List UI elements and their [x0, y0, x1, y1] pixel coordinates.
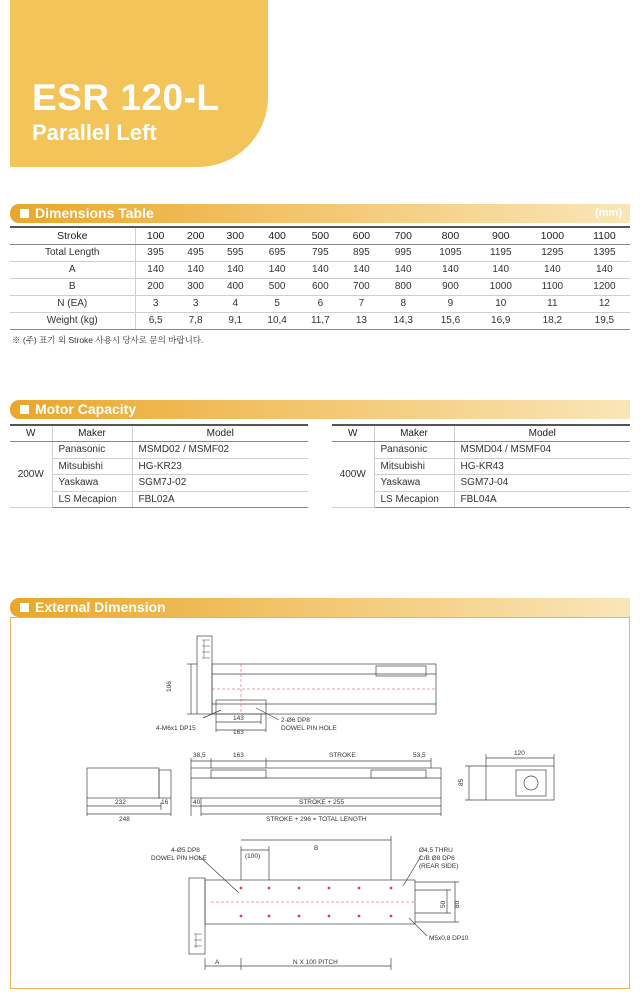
- dim-38-5: 38,5: [193, 752, 206, 759]
- table-cell: 1295: [526, 245, 579, 262]
- table-cell: 140: [255, 262, 299, 279]
- table-cell: 600: [299, 279, 341, 296]
- section-header-dimensions: [10, 204, 630, 223]
- dim-stroke: STROKE: [329, 752, 356, 759]
- table-row: [10, 313, 630, 330]
- table-cell: 1395: [579, 245, 630, 262]
- column-header-w: W: [332, 425, 374, 442]
- table-cell: 15,6: [425, 313, 475, 330]
- table-cell: 16,9: [476, 313, 526, 330]
- label-m6: 4-M6x1 DP15: [156, 725, 196, 732]
- table-row: [10, 458, 308, 475]
- table-cell: 11,7: [299, 313, 341, 330]
- model-cell: HG-KR23: [132, 458, 308, 475]
- column-header: 500: [299, 227, 341, 245]
- row-label: B: [10, 279, 135, 296]
- table-cell: 10: [476, 296, 526, 313]
- maker-cell: Yaskawa: [374, 475, 454, 492]
- column-header: 1100: [579, 227, 630, 245]
- table-cell: 1195: [476, 245, 526, 262]
- dim-80: 80: [454, 900, 461, 908]
- table-cell: 10,4: [255, 313, 299, 330]
- dim-248: 248: [119, 816, 130, 823]
- table-cell: 8: [381, 296, 425, 313]
- table-cell: 140: [176, 262, 216, 279]
- model-cell: FBL04A: [454, 491, 630, 508]
- table-cell: 9,1: [215, 313, 255, 330]
- model-cell: SGM7J-04: [454, 475, 630, 492]
- table-cell: 140: [342, 262, 382, 279]
- maker-cell: Mitsubishi: [52, 458, 132, 475]
- dim-total-length: STROKE + 296 = TOTAL LENGTH: [266, 816, 367, 823]
- column-header-maker: Maker: [374, 425, 454, 442]
- table-cell: 1100: [526, 279, 579, 296]
- table-cell: 140: [381, 262, 425, 279]
- dim-stroke-255: STROKE + 255: [299, 799, 344, 806]
- external-dimension-drawing: [10, 617, 630, 989]
- column-header-stroke: Stroke: [10, 227, 135, 245]
- column-header-w: W: [10, 425, 52, 442]
- side-view: [486, 766, 554, 800]
- motor-flange-bottom: [189, 878, 205, 954]
- table-cell: 900: [425, 279, 475, 296]
- dim-163: 163: [233, 729, 244, 736]
- label-dowel-hole: DOWEL PIN HOLE: [281, 725, 337, 732]
- maker-cell: LS Mecapion: [52, 491, 132, 508]
- dim-50: 50: [440, 900, 447, 908]
- column-header: 700: [381, 227, 425, 245]
- watt-cell: 400W: [332, 442, 374, 508]
- table-cell: 140: [299, 262, 341, 279]
- section-title-dimensions: Dimensions Table: [35, 205, 154, 221]
- watt-cell: 200W: [10, 442, 52, 508]
- table-cell: 795: [299, 245, 341, 262]
- label-thru: Ø4,5 THRU: [419, 847, 453, 854]
- table-cell: 500: [255, 279, 299, 296]
- table-row: [10, 475, 308, 492]
- label-dowel-4: 4-Ø5 DP8: [171, 847, 200, 854]
- table-cell: 300: [176, 279, 216, 296]
- table-row: [332, 491, 630, 508]
- table-cell: 7: [342, 296, 382, 313]
- section-header-motor: [10, 400, 630, 419]
- table-header-row: [332, 425, 630, 442]
- row-label: Total Length: [10, 245, 135, 262]
- table-cell: 495: [176, 245, 216, 262]
- dim-106: 106: [166, 681, 173, 692]
- label-cb: C/B Ø8 DP6: [419, 855, 455, 862]
- model-cell: MSMD02 / MSMF02: [132, 442, 308, 459]
- actuator-body-front: [191, 768, 441, 798]
- table-cell: 12: [579, 296, 630, 313]
- technical-drawing: [11, 618, 629, 988]
- motor-table-400w: [332, 424, 630, 508]
- column-header-model: Model: [454, 425, 630, 442]
- motor-table-200w: [10, 424, 308, 508]
- table-cell: 200: [135, 279, 176, 296]
- section-title-motor: Motor Capacity: [35, 401, 137, 417]
- label-dowel-hole-2: DOWEL PIN HOLE: [151, 855, 207, 862]
- column-header: 300: [215, 227, 255, 245]
- table-cell: 140: [526, 262, 579, 279]
- dim-16: 16: [161, 799, 169, 806]
- label-dowel-2: 2-Ø6 DP8: [281, 717, 310, 724]
- column-header: 200: [176, 227, 216, 245]
- table-cell: 18,2: [526, 313, 579, 330]
- table-row: [10, 442, 308, 459]
- table-cell: 140: [476, 262, 526, 279]
- bullet-square-icon: [20, 603, 29, 612]
- maker-cell: Panasonic: [374, 442, 454, 459]
- model-cell: MSMD04 / MSMF04: [454, 442, 630, 459]
- dim-143: 143: [233, 715, 244, 722]
- row-label: Weight (kg): [10, 313, 135, 330]
- hero-banner: [10, 0, 268, 167]
- maker-cell: Yaskawa: [52, 475, 132, 492]
- table-cell: 895: [342, 245, 382, 262]
- dim-53-5: 53,5: [413, 752, 426, 759]
- label-m5: M5x0,8 DP10: [429, 935, 469, 942]
- model-cell: SGM7J-02: [132, 475, 308, 492]
- row-label: A: [10, 262, 135, 279]
- bullet-square-icon: [20, 405, 29, 414]
- column-header: 900: [476, 227, 526, 245]
- table-cell: 14,3: [381, 313, 425, 330]
- table-cell: 700: [342, 279, 382, 296]
- column-header-maker: Maker: [52, 425, 132, 442]
- bullet-square-icon: [20, 209, 29, 218]
- table-row: [10, 262, 630, 279]
- dim-b: B: [314, 845, 319, 852]
- maker-cell: Mitsubishi: [374, 458, 454, 475]
- table-row: [332, 442, 630, 459]
- section-title-external: External Dimension: [35, 599, 166, 615]
- table-cell: 140: [579, 262, 630, 279]
- column-header: 800: [425, 227, 475, 245]
- dimensions-table: [10, 226, 630, 330]
- table-cell: 140: [135, 262, 176, 279]
- table-header-row: [10, 425, 308, 442]
- table-row: [10, 491, 308, 508]
- table-row: [10, 296, 630, 313]
- table-cell: 140: [425, 262, 475, 279]
- table-row: [332, 475, 630, 492]
- label-rear: (REAR SIDE): [419, 863, 459, 870]
- table-cell: 5: [255, 296, 299, 313]
- table-cell: 6,5: [135, 313, 176, 330]
- table-cell: 695: [255, 245, 299, 262]
- maker-cell: LS Mecapion: [374, 491, 454, 508]
- maker-cell: Panasonic: [52, 442, 132, 459]
- table-cell: 13: [342, 313, 382, 330]
- table-cell: 3: [135, 296, 176, 313]
- footnote: ※ (주) 표기 외 Stroke 사용시 당사로 문의 바랍니다.: [12, 335, 204, 345]
- table-header-row: [10, 227, 630, 245]
- page-subtitle: Parallel Left: [32, 120, 157, 145]
- table-cell: 800: [381, 279, 425, 296]
- model-cell: HG-KR43: [454, 458, 630, 475]
- page-title: ESR 120-L: [32, 77, 220, 118]
- table-cell: 9: [425, 296, 475, 313]
- table-cell: 995: [381, 245, 425, 262]
- motor-front: [87, 768, 159, 798]
- dim-a: A: [215, 959, 220, 966]
- table-cell: 1095: [425, 245, 475, 262]
- table-cell: 1000: [476, 279, 526, 296]
- column-header: 400: [255, 227, 299, 245]
- table-cell: 4: [215, 296, 255, 313]
- dim-120: 120: [514, 750, 525, 757]
- table-cell: 595: [215, 245, 255, 262]
- column-header-model: Model: [132, 425, 308, 442]
- model-cell: FBL02A: [132, 491, 308, 508]
- table-cell: 19,5: [579, 313, 630, 330]
- table-cell: 11: [526, 296, 579, 313]
- dim-40: 40: [193, 799, 201, 806]
- section-header-external: [10, 598, 630, 617]
- dim-163b: 163: [233, 752, 244, 759]
- dim-100: (100): [245, 853, 261, 860]
- table-cell: 400: [215, 279, 255, 296]
- column-header: 600: [342, 227, 382, 245]
- row-label: N (EA): [10, 296, 135, 313]
- table-row: [10, 279, 630, 296]
- table-row: [332, 458, 630, 475]
- dim-232: 232: [115, 799, 126, 806]
- dim-pitch: N X 100 PITCH: [293, 959, 338, 966]
- dim-85: 85: [458, 778, 465, 786]
- table-cell: 395: [135, 245, 176, 262]
- column-header: 1000: [526, 227, 579, 245]
- motor-flange-top: [197, 636, 212, 714]
- table-cell: 140: [215, 262, 255, 279]
- unit-label: (mm): [595, 207, 622, 219]
- table-cell: 6: [299, 296, 341, 313]
- table-row: [10, 245, 630, 262]
- column-header: 100: [135, 227, 176, 245]
- table-cell: 7,8: [176, 313, 216, 330]
- table-cell: 3: [176, 296, 216, 313]
- table-cell: 1200: [579, 279, 630, 296]
